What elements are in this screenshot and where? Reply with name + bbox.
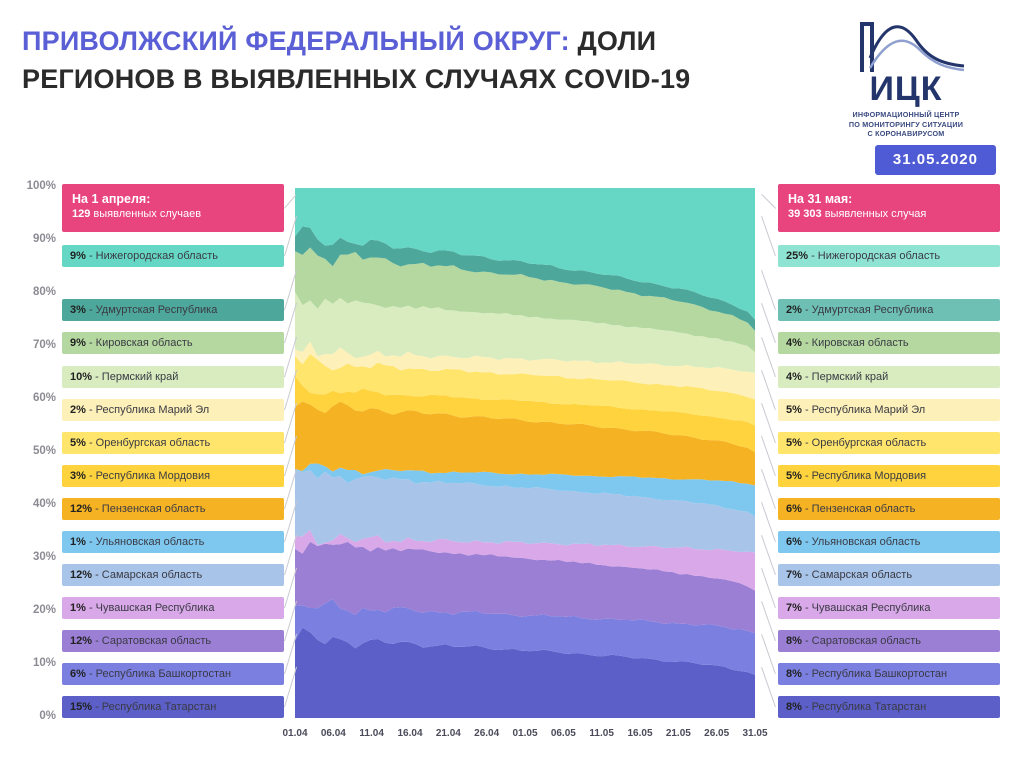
- legend-item-label: - Удмуртская Республика: [85, 304, 218, 316]
- legend-item-percent: 5%: [786, 437, 802, 449]
- summary-left-title: На 1 апреля:: [72, 192, 151, 206]
- legend-item: [62, 245, 284, 267]
- legend-item: [62, 663, 284, 685]
- legend-item-percent: 6%: [70, 668, 86, 680]
- x-axis-tick: 06.04: [320, 728, 346, 739]
- legend-item-percent: 5%: [70, 437, 86, 449]
- y-axis-tick: 50%: [32, 445, 56, 457]
- legend-item: [62, 597, 284, 619]
- legend-item-percent: 9%: [70, 250, 86, 262]
- legend-item-label: - Саратовская область: [801, 635, 922, 647]
- page-title-line-2: РЕГИОНОВ В ВЫЯВЛЕННЫХ СЛУЧАЯХ COVID-19: [22, 64, 691, 94]
- leader-line: [761, 194, 776, 209]
- x-axis-tick: 16.04: [397, 728, 423, 739]
- legend-item: [778, 245, 1000, 267]
- legend-item-percent: 15%: [70, 701, 93, 713]
- legend-item: [778, 366, 1000, 388]
- legend-item: [778, 597, 1000, 619]
- legend-item-label: - Чувашская Республика: [85, 602, 215, 614]
- y-axis-tick: 30%: [32, 551, 56, 563]
- legend-item: [62, 399, 284, 421]
- legend-item: [62, 696, 284, 718]
- legend-item-label: - Республика Мордовия: [85, 470, 211, 482]
- logo-text: ИЦК: [869, 70, 943, 108]
- legend-item-percent: 25%: [786, 250, 809, 262]
- x-axis-tick: 11.04: [359, 728, 384, 739]
- legend-item-percent: 8%: [786, 668, 802, 680]
- leader-line: [761, 270, 776, 310]
- legend-item-percent: 9%: [70, 337, 86, 349]
- legend-item: [778, 332, 1000, 354]
- legend-item-label: - Республика Башкортостан: [801, 668, 948, 680]
- y-axis-tick: 0%: [39, 710, 56, 722]
- legend-item-percent: 12%: [70, 635, 93, 647]
- legend-item-label: - Самарская область: [801, 569, 913, 581]
- summary-right-value: 39 303 выявленных случая: [788, 208, 927, 220]
- legend-item-percent: 6%: [786, 503, 802, 515]
- legend-item: [778, 299, 1000, 321]
- chart-container: [0, 180, 1024, 740]
- legend-item-label: - Республика Марий Эл: [801, 404, 926, 416]
- y-axis-tick: 80%: [32, 286, 56, 298]
- page-title-accent: ПРИВОЛЖСКИЙ ФЕДЕРАЛЬНЫЙ ОКРУГ:: [22, 26, 570, 56]
- legend-item-percent: 10%: [70, 371, 93, 383]
- logo-curve-icon: [842, 18, 970, 74]
- legend-item-label: - Саратовская область: [92, 635, 212, 647]
- logo: [816, 18, 996, 139]
- legend-item: [62, 531, 284, 553]
- legend-item-label: - Республика Мордовия: [801, 470, 927, 482]
- legend-item-label: - Нижегородская область: [808, 250, 941, 262]
- legend-item-percent: 2%: [786, 304, 802, 316]
- x-axis-tick: 26.04: [474, 728, 500, 739]
- x-axis-tick: 11.05: [589, 728, 614, 739]
- legend-item-percent: 7%: [786, 569, 802, 581]
- x-axis-tick: 26.05: [704, 728, 730, 739]
- legend-item-label: - Кировская область: [85, 337, 193, 349]
- date-badge: 31.05.2020: [875, 145, 996, 175]
- stacked-area-plot: [295, 188, 755, 718]
- y-axis-tick: 40%: [32, 498, 56, 510]
- x-axis-tick: 01.05: [512, 728, 538, 739]
- legend-item: [778, 564, 1000, 586]
- legend-item-label: - Ульяновская область: [85, 536, 205, 548]
- legend-item: [62, 432, 284, 454]
- legend-item-label: - Пензенская область: [92, 503, 206, 515]
- legend-item-label: - Ульяновская область: [801, 536, 921, 548]
- x-axis-tick: 21.05: [665, 728, 691, 739]
- leader-line: [761, 216, 776, 256]
- leader-line: [761, 337, 776, 377]
- summary-right: [778, 184, 1000, 232]
- y-axis: [8, 180, 56, 726]
- x-axis-tick: 06.05: [550, 728, 576, 739]
- legend-item: [62, 498, 284, 520]
- legend-item: [62, 564, 284, 586]
- legend-item-percent: 8%: [786, 635, 802, 647]
- legend-item-label: - Удмуртская Республика: [801, 304, 934, 316]
- summary-left-value: 129 выявленных случаев: [72, 208, 202, 220]
- legend-item-label: - Оренбургская область: [801, 437, 927, 449]
- x-axis: [270, 728, 790, 748]
- legend-item-label: - Пермский край: [92, 371, 179, 383]
- legend-item-label: - Пермский край: [801, 371, 889, 383]
- legend-item: [778, 399, 1000, 421]
- y-axis-tick: 60%: [32, 392, 56, 404]
- y-axis-tick: 100%: [26, 180, 56, 192]
- legend-item: [778, 630, 1000, 652]
- x-axis-tick: 31.05: [742, 728, 768, 739]
- logo-subtitle-2: ПО МОНИТОРИНГУ СИТУАЦИИ: [848, 119, 964, 129]
- legend-item-percent: 4%: [786, 371, 802, 383]
- legend-item-label: - Республика Башкортостан: [85, 668, 232, 680]
- legend-item: [62, 299, 284, 321]
- legend-item-percent: 6%: [786, 536, 802, 548]
- legend-item-percent: 7%: [786, 602, 802, 614]
- legend-item-label: - Республика Татарстан: [92, 701, 217, 713]
- legend-item-percent: 2%: [70, 404, 86, 416]
- y-axis-tick: 20%: [32, 604, 56, 616]
- legend-item: [62, 366, 284, 388]
- y-axis-tick: 10%: [32, 657, 56, 669]
- logo-subtitle-3: С КОРОНАВИРУСОМ: [867, 129, 945, 139]
- legend-item-percent: 12%: [70, 503, 93, 515]
- legend-item-label: - Республика Марий Эл: [85, 404, 210, 416]
- x-axis-tick: 16.05: [627, 728, 653, 739]
- legend-item-label: - Самарская область: [92, 569, 203, 581]
- legend-item-label: - Республика Татарстан: [801, 701, 927, 713]
- legend-item: [778, 696, 1000, 718]
- logo-subtitle-1: ИНФОРМАЦИОННЫЙ ЦЕНТР: [852, 110, 960, 119]
- y-axis-tick: 90%: [32, 233, 56, 245]
- legend-item-label: - Пензенская область: [801, 503, 916, 515]
- legend-item: [62, 630, 284, 652]
- legend-item: [778, 498, 1000, 520]
- page-title-rest: ДОЛИ: [569, 26, 657, 56]
- legend-item-percent: 5%: [786, 470, 802, 482]
- legend-item-percent: 4%: [786, 337, 802, 349]
- legend-item: [778, 432, 1000, 454]
- legend-item-percent: 3%: [70, 470, 86, 482]
- page-title-line-1: [22, 22, 822, 60]
- legend-item: [62, 332, 284, 354]
- x-axis-tick: 01.04: [282, 728, 308, 739]
- legend-item-label: - Кировская область: [801, 337, 909, 349]
- legend-item-percent: 1%: [70, 602, 86, 614]
- legend-item: [778, 465, 1000, 487]
- legend-item-percent: 8%: [786, 701, 802, 713]
- legend-item-label: - Чувашская Республика: [801, 602, 931, 614]
- legend-item-label: - Оренбургская область: [85, 437, 211, 449]
- x-axis-tick: 21.04: [435, 728, 461, 739]
- page-header: [22, 22, 822, 98]
- legend-item-percent: 1%: [70, 536, 86, 548]
- legend-item: [778, 531, 1000, 553]
- legend-item: [778, 663, 1000, 685]
- legend-item-percent: 12%: [70, 569, 93, 581]
- legend-item-label: - Нижегородская область: [85, 250, 218, 262]
- summary-left: [62, 184, 284, 232]
- legend-item-percent: 3%: [70, 304, 86, 316]
- summary-right-title: На 31 мая:: [788, 192, 853, 206]
- y-axis-tick: 70%: [32, 339, 56, 351]
- legend-item: [62, 465, 284, 487]
- legend-item-percent: 5%: [786, 404, 802, 416]
